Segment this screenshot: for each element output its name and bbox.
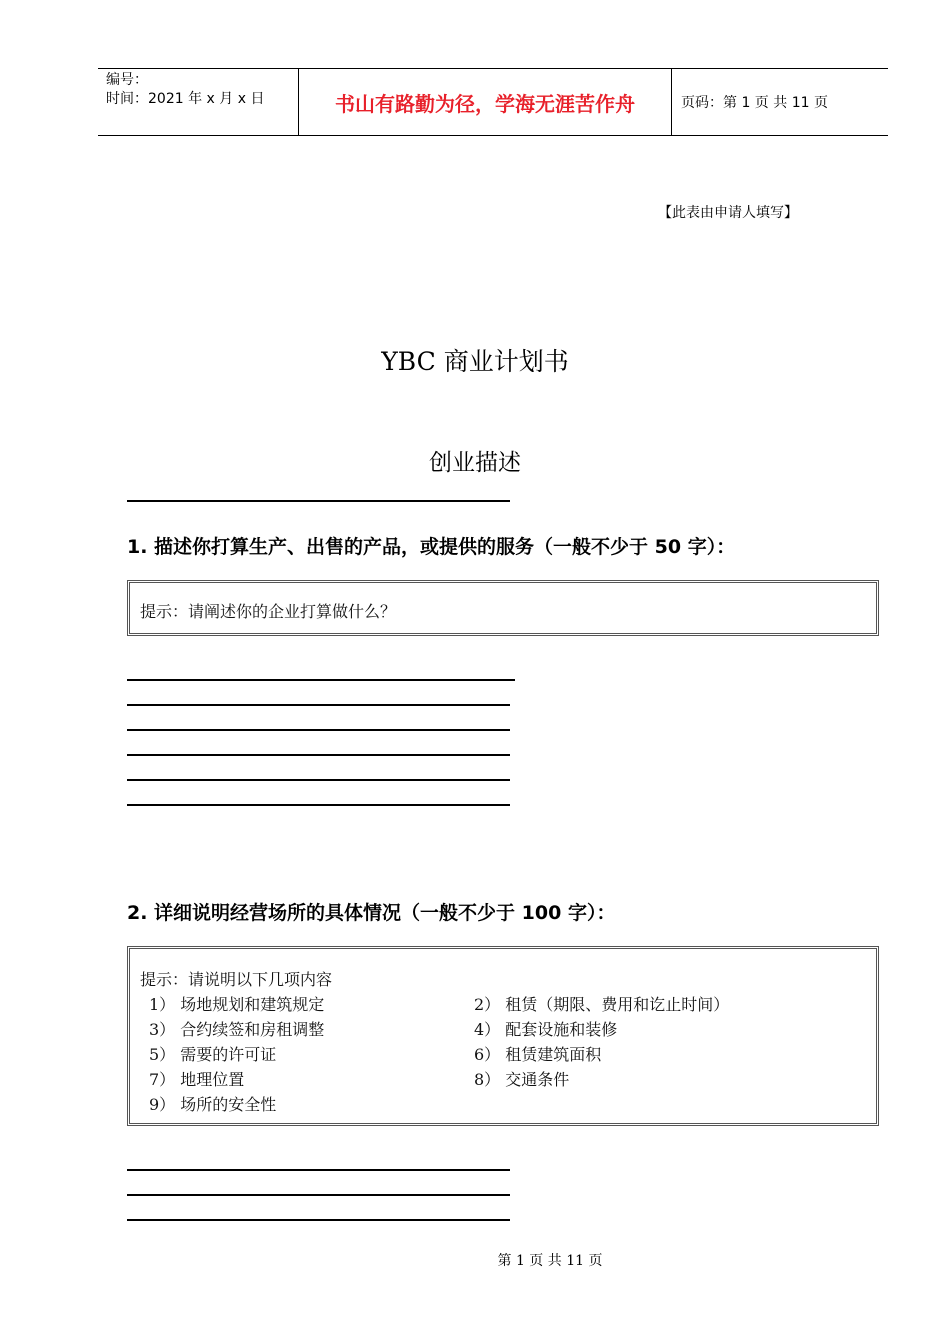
hint-1-text: 提示：请阐述你的企业打算做什么？ [140, 602, 397, 621]
hint-box-1 [127, 580, 879, 636]
question-2: 2. 详细说明经营场所的具体情况（一般不少于 100 字）： [127, 902, 616, 924]
page-footer: 第 1 页 共 11 页 [497, 1253, 603, 1269]
answer-line[interactable] [127, 704, 510, 706]
hint-2-items [140, 992, 876, 1117]
section-divider [127, 500, 510, 502]
question-1: 1. 描述你打算生产、出售的产品，或提供的服务（一般不少于 50 字）： [127, 536, 736, 558]
list-item: 9） 场所的安全性 [149, 1095, 277, 1114]
document-title: YBC 商业计划书 [381, 347, 569, 376]
header-time-label: 时间：2021 年 x 月 x 日 [106, 91, 265, 107]
page-header [98, 68, 888, 136]
list-item: 4） 配套设施和装修 [474, 1020, 618, 1039]
answer-line[interactable] [127, 679, 515, 681]
hint-box-2 [127, 946, 879, 1126]
answer-line[interactable] [127, 804, 510, 806]
answer-line[interactable] [127, 754, 510, 756]
answer-line[interactable] [127, 1219, 510, 1221]
list-item: 7） 地理位置 [149, 1070, 245, 1089]
answer-line[interactable] [127, 779, 510, 781]
list-item: 5） 需要的许可证 [149, 1045, 277, 1064]
list-item: 2） 租赁（期限、费用和讫止时间） [474, 995, 730, 1014]
list-item: 3） 合约续签和房租调整 [149, 1020, 325, 1039]
answer-line[interactable] [127, 1169, 510, 1171]
header-motto: 书山有路勤为径，学海无涯苦作舟 [299, 69, 672, 135]
header-meta [98, 69, 299, 135]
section-title: 创业描述 [429, 450, 521, 476]
applicant-note: 【此表由申请人填写】 [658, 205, 798, 221]
answer-line[interactable] [127, 1194, 510, 1196]
list-item: 6） 租赁建筑面积 [474, 1045, 602, 1064]
answer-line[interactable] [127, 729, 510, 731]
header-id-label: 编号： [106, 72, 148, 88]
header-page-label: 页码：第 1 页 共 11 页 [681, 95, 828, 111]
list-item: 8） 交通条件 [474, 1070, 570, 1089]
hint-2-text: 提示：请说明以下几项内容 [140, 970, 333, 989]
list-item: 1） 场地规划和建筑规定 [149, 995, 325, 1014]
